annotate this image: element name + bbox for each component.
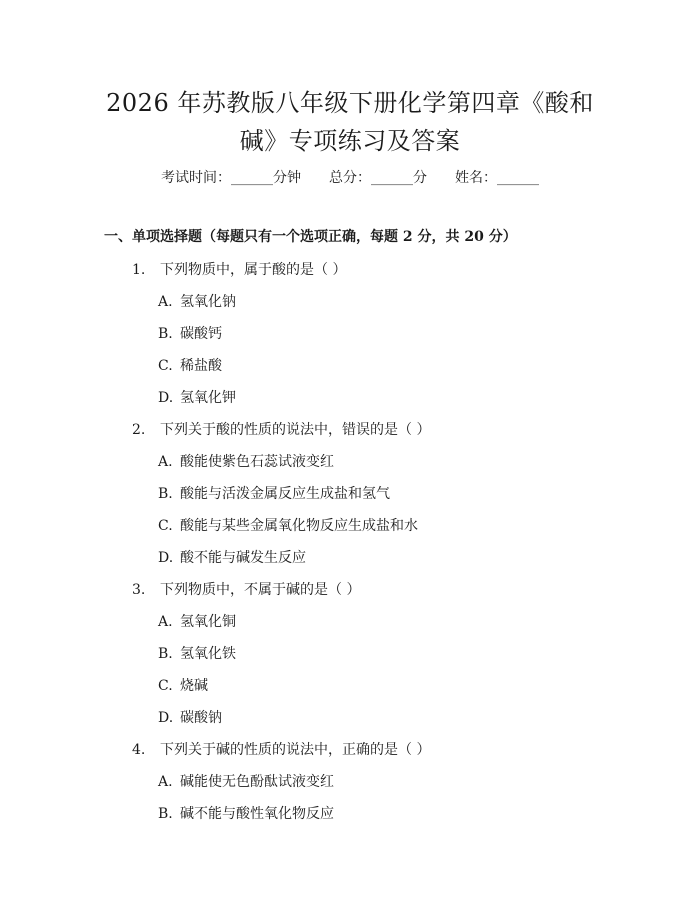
option-2b: [158, 484, 390, 504]
option-letter: B.: [158, 326, 173, 342]
option-letter: C.: [158, 678, 173, 694]
question-number: 1.: [132, 262, 146, 278]
option-text: 碱不能与酸性氧化物反应: [180, 806, 334, 822]
name-field: 姓名：______: [455, 170, 539, 186]
question-number: 2.: [132, 422, 146, 438]
question-text: 下列物质中，属于酸的是（ ）: [160, 262, 347, 278]
option-letter: D.: [158, 390, 174, 406]
option-3c: [158, 676, 208, 696]
option-3a: [158, 612, 236, 632]
total-score-field: 总分：______分: [329, 170, 427, 186]
option-letter: B.: [158, 486, 173, 502]
option-text: 碳酸钠: [180, 710, 222, 726]
option-1b: [158, 324, 222, 344]
exam-time-field: 考试时间：______分钟: [161, 170, 301, 186]
question-text: 下列物质中，不属于碱的是（ ）: [160, 582, 361, 598]
option-2d: [158, 548, 306, 568]
question-3: [132, 580, 612, 600]
option-letter: A.: [158, 614, 173, 630]
option-text: 酸能使紫色石蕊试液变红: [180, 454, 334, 470]
option-text: 碳酸钙: [180, 326, 222, 342]
question-1: [132, 260, 612, 280]
option-text: 酸不能与碱发生反应: [180, 550, 306, 566]
section-heading: 一、单项选择题（每题只有一个选项正确，每题 2 分，共 20 分）: [104, 229, 517, 245]
question-text: 下列关于酸的性质的说法中，错误的是（ ）: [160, 422, 431, 438]
option-text: 碱能使无色酚酞试液变红: [180, 774, 334, 790]
option-1d: [158, 388, 236, 408]
option-2c: [158, 516, 418, 536]
option-letter: B.: [158, 646, 173, 662]
question-text: 下列关于碱的性质的说法中，正确的是（ ）: [160, 742, 431, 758]
option-text: 酸能与某些金属氧化物反应生成盐和水: [180, 518, 418, 534]
option-4b: [158, 804, 334, 824]
question-number: 4.: [132, 742, 146, 758]
option-3d: [158, 708, 222, 728]
option-letter: D.: [158, 710, 174, 726]
option-4a: [158, 772, 334, 792]
question-2: [132, 420, 612, 440]
document-title-line-2: 碱》专项练习及答案: [239, 127, 461, 155]
option-text: 氢氧化铜: [180, 614, 236, 630]
option-letter: A.: [158, 774, 173, 790]
option-letter: A.: [158, 454, 173, 470]
option-text: 烧碱: [180, 678, 208, 694]
option-letter: C.: [158, 518, 173, 534]
option-2a: [158, 452, 334, 472]
option-text: 氢氧化铁: [180, 646, 236, 662]
option-3b: [158, 644, 236, 664]
option-1a: [158, 292, 236, 312]
option-text: 稀盐酸: [180, 358, 222, 374]
question-4: [132, 740, 612, 760]
option-1c: [158, 356, 222, 376]
option-letter: B.: [158, 806, 173, 822]
document-title-line-1: 2026 年苏教版八年级下册化学第四章《酸和: [106, 89, 594, 117]
exam-info-row: [0, 168, 700, 188]
option-letter: A.: [158, 294, 173, 310]
option-text: 酸能与活泼金属反应生成盐和氢气: [180, 486, 390, 502]
option-text: 氢氧化钠: [180, 294, 236, 310]
option-letter: C.: [158, 358, 173, 374]
question-number: 3.: [132, 582, 146, 598]
option-text: 氢氧化钾: [180, 390, 236, 406]
option-letter: D.: [158, 550, 174, 566]
